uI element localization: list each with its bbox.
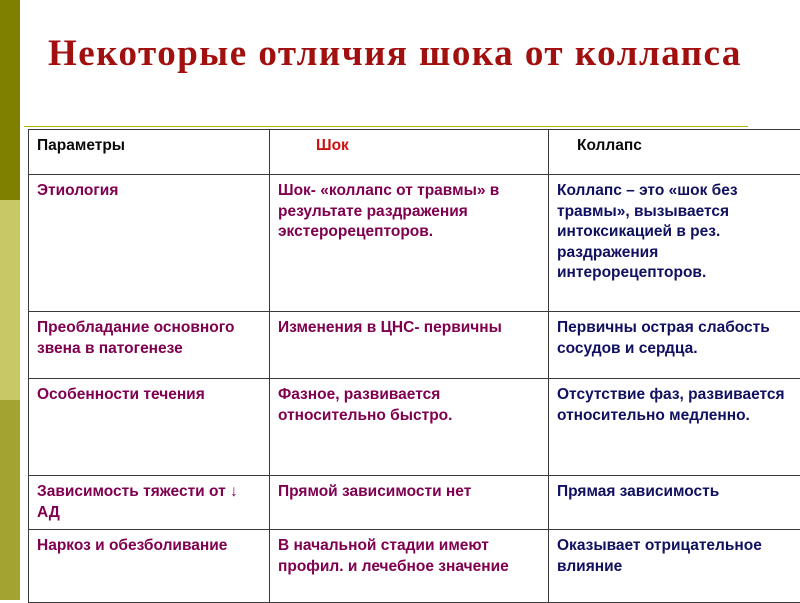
table-row xyxy=(29,312,800,379)
row-collapse-cell: Коллапс – это «шок без травмы», вызывается интоксикацией в рез. раздражения интерорецепторов. xyxy=(549,175,800,312)
row-parameter-cell: Зависимость тяжести от ↓ АД xyxy=(29,476,270,530)
row-shock-cell: Шок- «коллапс от травмы» в результате раздражения экстерорецепторов. xyxy=(270,175,549,312)
row-parameter-cell: Наркоз и обезболивание xyxy=(29,530,270,603)
header-parameters: Параметры xyxy=(29,130,270,175)
title-divider xyxy=(24,126,748,127)
row-shock-cell: Фазное, развивается относительно быстро. xyxy=(270,379,549,476)
table-row xyxy=(29,476,800,530)
row-collapse-cell: Прямая зависимость xyxy=(549,476,800,530)
slide-title: Некоторые отличия шока от коллапса xyxy=(48,32,788,76)
row-shock-cell: В начальной стадии имеют профил. и лечебное значение xyxy=(270,530,549,603)
row-parameter-cell: Особенности течения xyxy=(29,379,270,476)
table-header-row xyxy=(29,130,800,175)
row-collapse-cell: Отсутствие фаз, развивается относительно медленно. xyxy=(549,379,800,476)
decor-stripe-middle xyxy=(0,200,20,400)
comparison-table xyxy=(28,129,800,603)
row-collapse-cell: Оказывает отрицательное влияние xyxy=(549,530,800,603)
decor-stripe-bottom xyxy=(0,400,20,600)
row-parameter-cell: Этиология xyxy=(29,175,270,312)
table-row xyxy=(29,175,800,312)
row-parameter-cell: Преобладание основного звена в патогенезе xyxy=(29,312,270,379)
table-row xyxy=(29,530,800,603)
table-row xyxy=(29,379,800,476)
header-collapse: Коллапс xyxy=(549,130,800,175)
header-shock: Шок xyxy=(270,130,549,175)
row-collapse-cell: Первичны острая слабость сосудов и сердца. xyxy=(549,312,800,379)
row-shock-cell: Изменения в ЦНС- первичны xyxy=(270,312,549,379)
row-shock-cell: Прямой зависимости нет xyxy=(270,476,549,530)
decor-stripe-top xyxy=(0,0,20,200)
